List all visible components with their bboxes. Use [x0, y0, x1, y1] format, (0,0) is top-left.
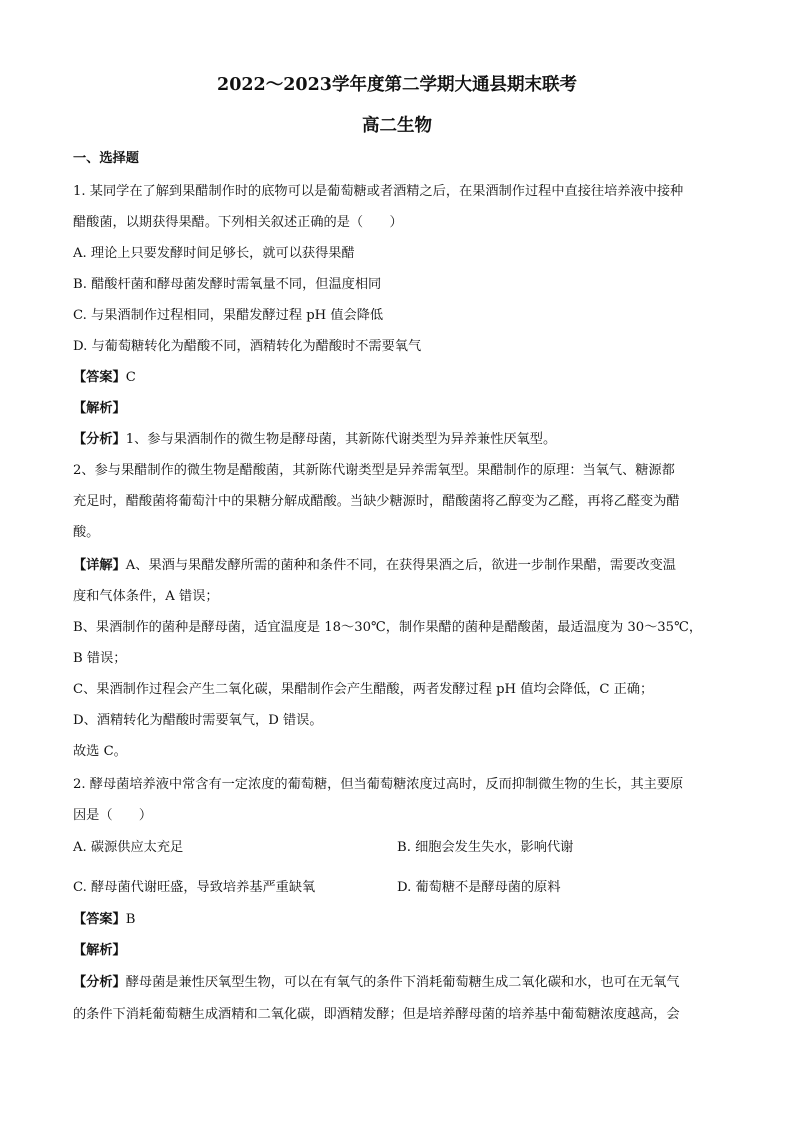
q2-fenxi-line-1: [73, 972, 728, 994]
q2-answer-tag: 【答案】: [73, 912, 126, 927]
exam-title: 2022～2023学年度第二学期大通县期末联考: [217, 75, 577, 95]
q1-option-b: B. 醋酸杆菌和酵母菌发酵时需氧量不同，但温度相同: [73, 277, 382, 292]
q2-stem-line-2: 因是（ ）: [73, 808, 153, 823]
q1-xiangjie-line-3: B、果酒制作的菌种是酵母菌，适宜温度是 18～30℃，制作果醋的菌种是醋酸菌，最适温度为 30～35℃，: [73, 620, 703, 635]
q1-option-a: A. 理论上只要发酵时间足够长，就可以获得果醋: [73, 246, 355, 261]
q1-xiangjie-line-1: [73, 555, 728, 577]
q1-fenxi-text-1: 1、参与果酒制作的微生物是酵母菌，其新陈代谢类型为异养兼性厌氧型。: [125, 432, 557, 447]
q2-answer-line: [73, 909, 728, 931]
q1-xiangjie-text-1: A、果酒与果醋发酵所需的菌种和条件不同，在获得果酒之后，欲进一步制作果醋，需要改变温: [125, 558, 676, 573]
q1-xiangjie-line-5: C、果酒制作过程会产生二氧化碳，果醋制作会产生醋酸，两者发酵过程 pH 值均会降低，C 正确；: [73, 682, 654, 697]
q2-stem-line-1: 2. 酵母菌培养液中常含有一定浓度的葡萄糖，但当葡萄糖浓度过高时，反而抑制微生物的生长，其主要原: [73, 777, 684, 792]
q1-answer-line: [73, 367, 728, 389]
section-heading: 一、选择题: [73, 151, 139, 166]
q1-xiangjie-line-6: D、酒精转化为醋酸时需要氧气，D 错误。: [73, 713, 323, 728]
q1-fenxi-line-2: 2、参与果醋制作的微生物是醋酸菌，其新陈代谢类型是异养需氧型。果醋制作的原理：当氧气、糖源都: [73, 463, 675, 478]
q2-analysis-tag: 【解析】: [73, 943, 126, 958]
q1-xiangjie-tag: 【详解】: [73, 558, 126, 573]
q1-fenxi-line-4: 酸。: [73, 525, 100, 540]
q1-option-d: D. 与葡萄糖转化为醋酸不同，酒精转化为醋酸时不需要氧气: [73, 339, 422, 354]
q1-xiangjie-line-4: B 错误；: [73, 651, 127, 666]
q1-answer-tag: 【答案】: [73, 370, 126, 385]
q1-answer-value: C: [125, 370, 136, 385]
q2-fenxi-text-1: 酵母菌是兼性厌氧型生物，可以在有氧气的条件下消耗葡萄糖生成二氧化碳和水，也可在无氧气: [125, 975, 680, 990]
q1-stem-line-2: 醋酸菌，以期获得果醋。下列相关叙述正确的是（ ）: [73, 215, 403, 230]
q2-answer-value: B: [125, 912, 136, 927]
q1-stem-line-1: 1. 某同学在了解到果醋制作时的底物可以是葡萄糖或者酒精之后，在果酒制作过程中直接往培养液中接种: [73, 184, 684, 199]
q1-option-c: C. 与果酒制作过程相同，果醋发酵过程 pH 值会降低: [73, 308, 384, 323]
q2-option-d: D. 葡萄糖不是酵母菌的原料: [397, 880, 561, 895]
q1-fenxi-line-1: [73, 429, 728, 451]
q1-fenxi-line-3: 充足时，醋酸菌将葡萄汁中的果糖分解成醋酸。当缺少糖源时，醋酸菌将乙醇变为乙醛，再将乙醛变为醋: [73, 494, 680, 509]
q2-fenxi-line-2: 的条件下消耗葡萄糖生成酒精和二氧化碳，即酒精发酵；但是培养酵母菌的培养基中葡萄糖浓度越高，会: [73, 1007, 680, 1022]
q1-fenxi-tag: 【分析】: [73, 432, 126, 447]
q1-xiangjie-line-2: 度和气体条件，A 错误；: [73, 589, 219, 604]
q2-option-c: C. 酵母菌代谢旺盛，导致培养基严重缺氧: [73, 880, 316, 895]
q1-xiangjie-line-7: 故选 C。: [73, 744, 127, 759]
q1-analysis-tag: 【解析】: [73, 401, 126, 416]
q2-option-b: B. 细胞会发生失水，影响代谢: [397, 840, 574, 855]
q2-fenxi-tag: 【分析】: [73, 975, 126, 990]
q2-option-a: A. 碳源供应太充足: [73, 840, 184, 855]
subject-title: 高二生物: [362, 116, 432, 136]
